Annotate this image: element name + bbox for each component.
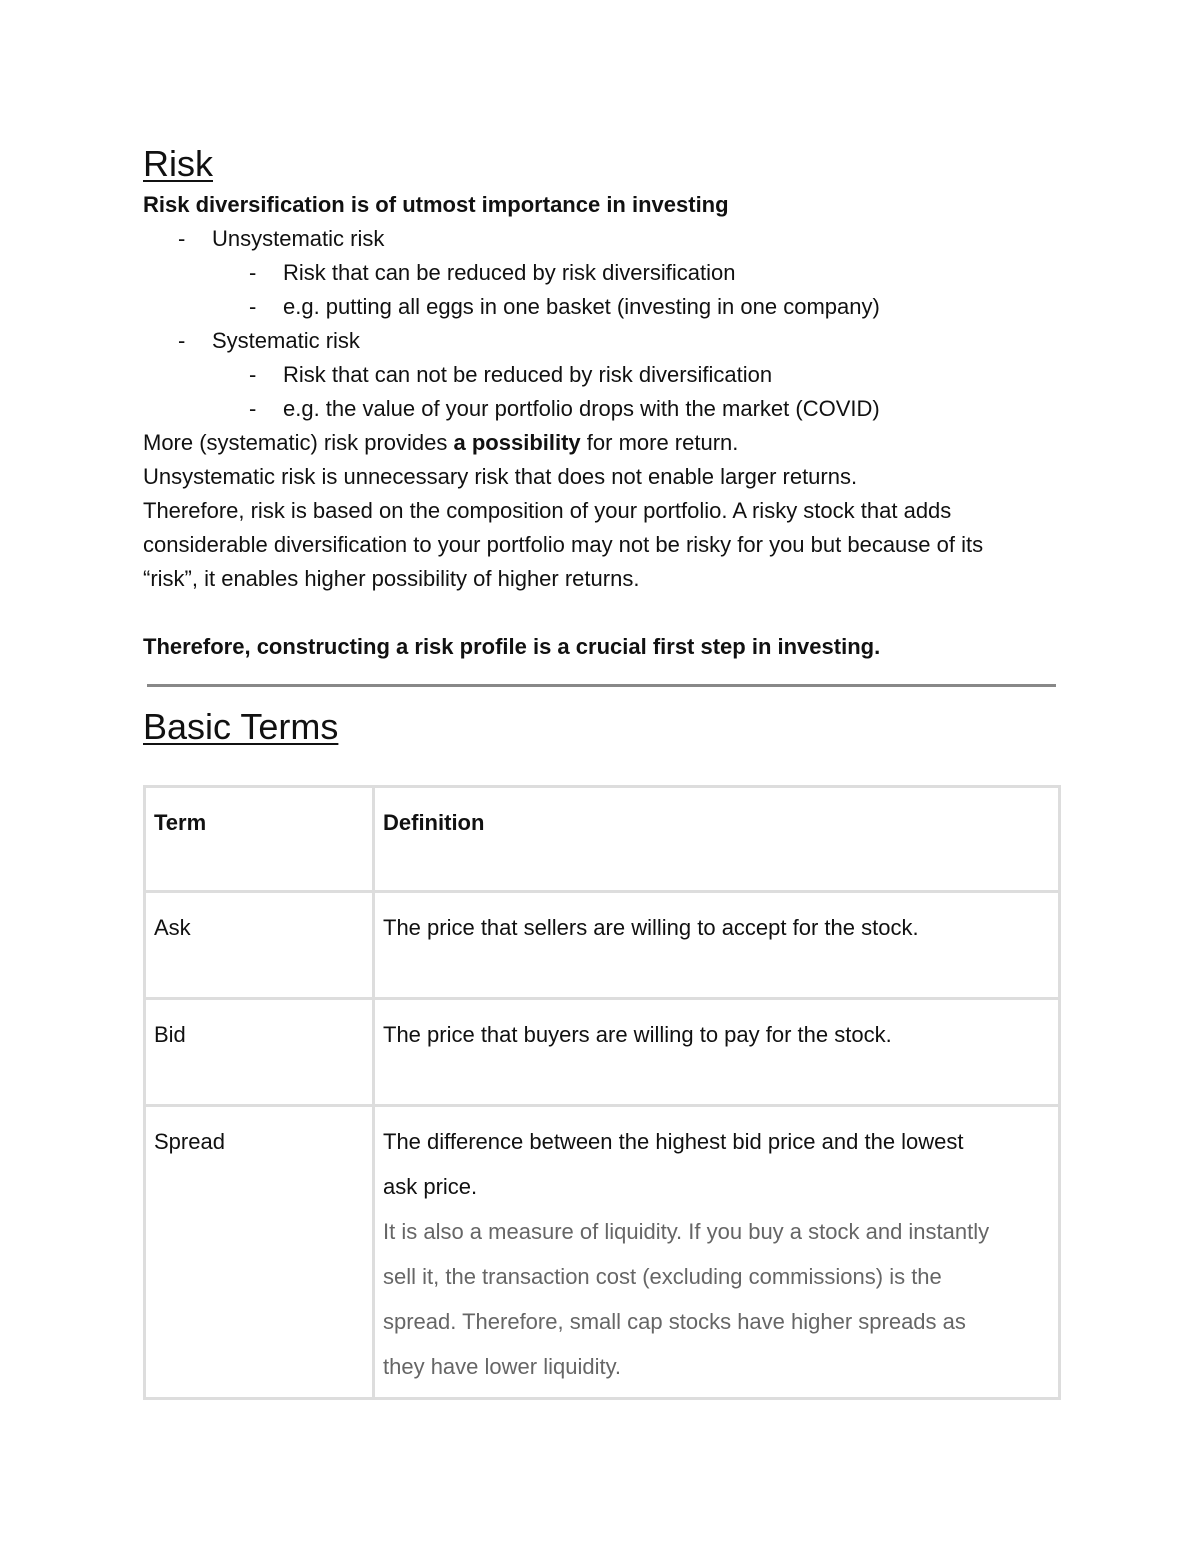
note-line: they have lower liquidity. [383, 1354, 622, 1379]
table-row [145, 1106, 1060, 1399]
text-span: for more return. [580, 430, 739, 455]
basic-terms-heading: Basic Terms [143, 706, 339, 747]
sub-list [143, 358, 1060, 426]
list-item: - e.g. the value of your portfolio drops with the market (COVID) [213, 392, 1060, 426]
text-span: More (systematic) risk provides [143, 430, 454, 455]
list-item: - Risk that can not be reduced by risk diversification [213, 358, 1060, 392]
term-cell: Spread [145, 1106, 374, 1399]
document-page [143, 140, 1060, 1400]
term-cell: Bid [145, 999, 374, 1106]
risk-lead: Risk diversification is of utmost importance in investing [143, 192, 729, 217]
terms-table [143, 785, 1061, 1400]
term-cell: Ask [145, 892, 374, 999]
list-item: - e.g. putting all eggs in one basket (investing in one company) [213, 290, 1060, 324]
emphasis-text: a possibility [453, 430, 581, 455]
paragraph-composition-3: “risk”, it enables higher possibility of higher returns. [143, 566, 640, 591]
paragraph-unsystematic: Unsystematic risk is unnecessary risk that does not enable larger returns. [143, 464, 858, 489]
definition-cell: The price that sellers are willing to accept for the stock. [374, 892, 1060, 999]
table-row [145, 999, 1060, 1106]
list-item [143, 324, 1060, 426]
list-item: - Risk that can be reduced by risk diversification [213, 256, 1060, 290]
risk-heading: Risk [143, 143, 213, 184]
header-definition: Definition [374, 787, 1060, 892]
definition-line: ask price. [383, 1174, 478, 1199]
paragraph-composition-1: Therefore, risk is based on the composition of your portfolio. A risky stock that adds [143, 498, 952, 523]
list-item-label: Systematic risk [212, 328, 360, 353]
header-term: Term [145, 787, 374, 892]
note-line: sell it, the transaction cost (excluding commissions) is the [383, 1264, 942, 1289]
list-item [143, 222, 1060, 324]
definition-line: The difference between the highest bid price and the lowest [383, 1129, 964, 1154]
conclusion: Therefore, constructing a risk profile is a crucial first step in investing. [143, 634, 881, 659]
sub-list [143, 256, 1060, 324]
list-item-label: Unsystematic risk [212, 226, 385, 251]
paragraph-return [143, 426, 1060, 460]
table-row [145, 892, 1060, 999]
risk-list [143, 222, 1060, 426]
table-header-row [145, 787, 1060, 892]
spacer [143, 596, 1060, 630]
paragraph-composition-2: considerable diversification to your portfolio may not be risky for you but because of its [143, 532, 984, 557]
definition-cell [374, 1106, 1060, 1399]
section-divider [147, 684, 1056, 687]
definition-cell: The price that buyers are willing to pay for the stock. [374, 999, 1060, 1106]
note-line: spread. Therefore, small cap stocks have higher spreads as [383, 1309, 966, 1334]
note-line: It is also a measure of liquidity. If you buy a stock and instantly [383, 1219, 990, 1244]
